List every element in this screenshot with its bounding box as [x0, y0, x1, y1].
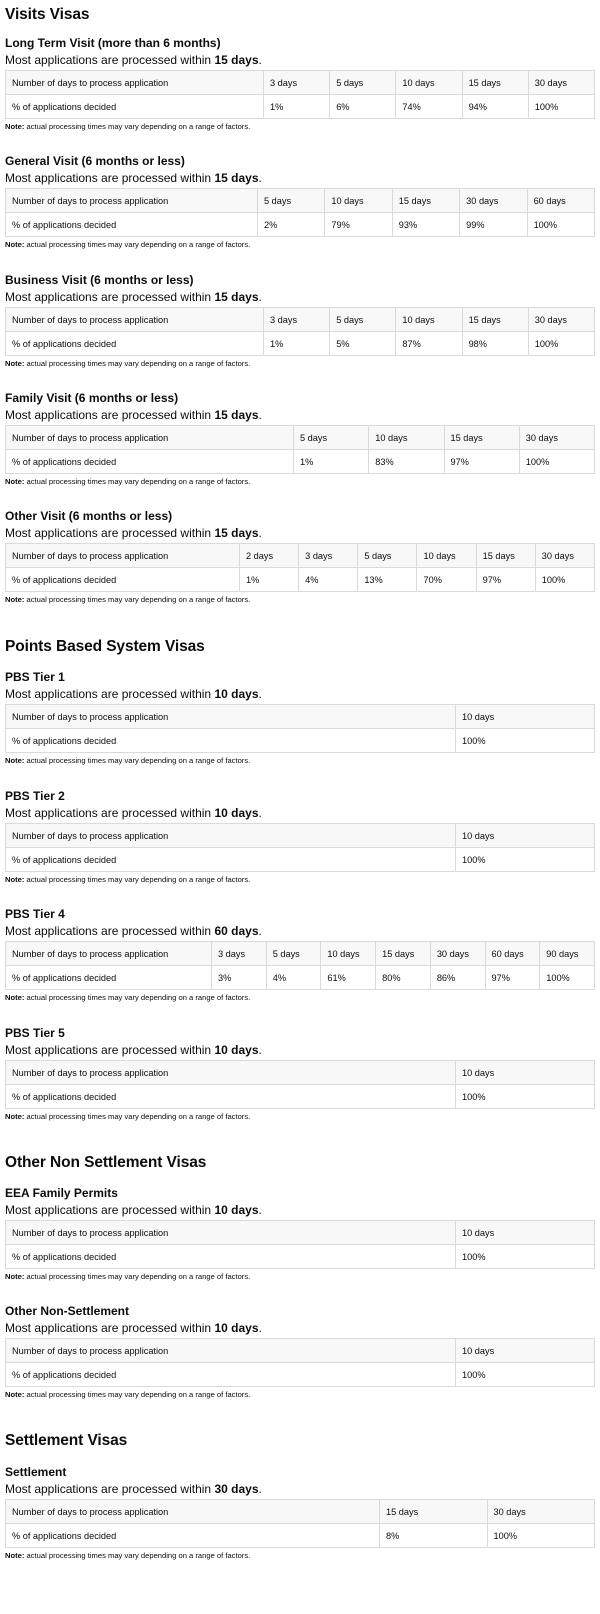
section-heading: Points Based System Visas [5, 638, 205, 655]
percent-row [6, 95, 595, 119]
days-cell: 15 days [376, 942, 431, 966]
days-cell: 30 days [519, 426, 594, 450]
days-cell: 10 days [325, 189, 392, 213]
days-cell: 15 days [462, 71, 528, 95]
summary-suffix: . [258, 1321, 262, 1335]
processing-summary [5, 171, 595, 185]
percent-cell: 6% [330, 95, 396, 119]
summary-days: 15 days [214, 171, 259, 185]
percent-cell: 99% [460, 213, 527, 237]
row-label: Number of days to process application [6, 1221, 456, 1245]
row-label: % of applications decided [6, 213, 258, 237]
summary-suffix: . [258, 53, 262, 67]
summary-suffix: . [258, 1203, 262, 1217]
processing-note [5, 595, 595, 604]
percent-cell: 1% [264, 95, 330, 119]
days-cell: 5 days [358, 544, 417, 568]
percent-row [6, 213, 595, 237]
section-heading: Visits Visas [5, 6, 90, 23]
processing-note [5, 477, 595, 486]
section-heading: Other Non Settlement Visas [5, 1154, 207, 1171]
summary-days: 60 days [214, 924, 259, 938]
row-label: % of applications decided [6, 95, 264, 119]
days-cell: 10 days [456, 824, 595, 848]
percent-cell: 2% [258, 213, 325, 237]
row-label: Number of days to process application [6, 544, 240, 568]
visa-title: PBS Tier 2 [5, 789, 65, 803]
percent-cell: 100% [456, 1245, 595, 1269]
percent-cell: 100% [528, 95, 594, 119]
days-row [6, 1500, 595, 1524]
processing-note [5, 1272, 595, 1281]
days-cell: 15 days [380, 1500, 488, 1524]
summary-prefix: Most applications are processed within [5, 408, 212, 422]
processing-note [5, 1112, 595, 1121]
days-cell: 3 days [299, 544, 358, 568]
percent-row [6, 729, 595, 753]
visa-block [5, 391, 595, 486]
percent-cell: 100% [456, 1085, 595, 1109]
section-heading: Settlement Visas [5, 1432, 128, 1449]
note-label: Note: [5, 122, 25, 131]
note-label: Note: [5, 1390, 25, 1399]
days-cell: 10 days [396, 308, 462, 332]
percent-cell: 98% [462, 332, 528, 356]
percent-row [6, 332, 595, 356]
days-row [6, 308, 595, 332]
days-cell: 3 days [264, 71, 330, 95]
percent-cell: 100% [456, 729, 595, 753]
percent-cell: 100% [528, 332, 594, 356]
percent-cell: 97% [476, 568, 535, 592]
percent-row [6, 450, 595, 474]
percent-cell: 8% [380, 1524, 488, 1548]
note-text: actual processing times may vary depending on a range of factors. [26, 993, 251, 1002]
visa-block [5, 154, 595, 249]
visa-title: PBS Tier 4 [5, 907, 65, 921]
note-text: actual processing times may vary depending on a range of factors. [26, 240, 251, 249]
summary-prefix: Most applications are processed within [5, 687, 212, 701]
summary-prefix: Most applications are processed within [5, 1321, 212, 1335]
summary-prefix: Most applications are processed within [5, 526, 212, 540]
note-text: actual processing times may vary depending on a range of factors. [26, 477, 251, 486]
note-text: actual processing times may vary depending on a range of factors. [26, 1272, 251, 1281]
summary-suffix: . [258, 408, 262, 422]
visa-title: General Visit (6 months or less) [5, 154, 185, 168]
processing-times-table [5, 70, 595, 119]
note-label: Note: [5, 993, 25, 1002]
days-cell: 15 days [392, 189, 459, 213]
days-cell: 15 days [476, 544, 535, 568]
processing-summary [5, 53, 595, 67]
days-cell: 5 days [266, 942, 321, 966]
days-row [6, 544, 595, 568]
percent-row [6, 966, 595, 990]
days-row [6, 189, 595, 213]
processing-times-table [5, 1338, 595, 1387]
visa-block [5, 1304, 595, 1399]
summary-days: 15 days [214, 408, 259, 422]
row-label: Number of days to process application [6, 1339, 456, 1363]
row-label: Number of days to process application [6, 824, 456, 848]
percent-row [6, 568, 595, 592]
note-text: actual processing times may vary depending on a range of factors. [26, 756, 251, 765]
visa-title: Family Visit (6 months or less) [5, 391, 179, 405]
summary-suffix: . [258, 290, 262, 304]
processing-times-table [5, 1499, 595, 1548]
note-label: Note: [5, 595, 25, 604]
days-cell: 90 days [540, 942, 595, 966]
summary-suffix: . [258, 171, 262, 185]
days-cell: 30 days [430, 942, 485, 966]
percent-cell: 1% [294, 450, 369, 474]
percent-row [6, 1363, 595, 1387]
row-label: % of applications decided [6, 1363, 456, 1387]
percent-cell: 97% [485, 966, 540, 990]
visa-block [5, 273, 595, 368]
summary-suffix: . [258, 687, 262, 701]
days-cell: 15 days [462, 308, 528, 332]
percent-cell: 100% [519, 450, 594, 474]
processing-summary [5, 924, 595, 938]
percent-cell: 5% [330, 332, 396, 356]
row-label: Number of days to process application [6, 942, 212, 966]
row-label: % of applications decided [6, 568, 240, 592]
summary-prefix: Most applications are processed within [5, 1043, 212, 1057]
processing-summary [5, 290, 595, 304]
processing-times-table [5, 425, 595, 474]
days-cell: 60 days [485, 942, 540, 966]
days-cell: 2 days [240, 544, 299, 568]
processing-summary [5, 1203, 595, 1217]
days-cell: 5 days [294, 426, 369, 450]
percent-cell: 79% [325, 213, 392, 237]
summary-prefix: Most applications are processed within [5, 924, 212, 938]
processing-note [5, 875, 595, 884]
days-cell: 10 days [456, 1061, 595, 1085]
percent-cell: 70% [417, 568, 476, 592]
visa-block [5, 1186, 595, 1281]
summary-days: 15 days [214, 526, 259, 540]
percent-cell: 100% [540, 966, 595, 990]
processing-times-table [5, 704, 595, 753]
visa-title: EEA Family Permits [5, 1186, 118, 1200]
percent-cell: 1% [240, 568, 299, 592]
visa-title: PBS Tier 5 [5, 1026, 65, 1040]
percent-cell: 80% [376, 966, 431, 990]
days-cell: 10 days [456, 705, 595, 729]
days-row [6, 1061, 595, 1085]
processing-note [5, 993, 595, 1002]
percent-row [6, 1245, 595, 1269]
processing-note [5, 359, 595, 368]
summary-suffix: . [258, 1482, 262, 1496]
note-label: Note: [5, 1112, 25, 1121]
visa-title: Long Term Visit (more than 6 months) [5, 36, 221, 50]
processing-summary [5, 1043, 595, 1057]
days-cell: 60 days [527, 189, 594, 213]
percent-cell: 61% [321, 966, 376, 990]
days-cell: 3 days [264, 308, 330, 332]
days-row [6, 426, 595, 450]
summary-suffix: . [258, 806, 262, 820]
note-label: Note: [5, 756, 25, 765]
processing-times-table [5, 307, 595, 356]
visa-block [5, 36, 595, 131]
days-cell: 30 days [487, 1500, 595, 1524]
note-label: Note: [5, 875, 25, 884]
processing-times-table [5, 1220, 595, 1269]
percent-cell: 4% [266, 966, 321, 990]
processing-note [5, 240, 595, 249]
summary-prefix: Most applications are processed within [5, 1482, 212, 1496]
percent-cell: 87% [396, 332, 462, 356]
percent-cell: 94% [462, 95, 528, 119]
note-label: Note: [5, 1272, 25, 1281]
row-label: % of applications decided [6, 450, 294, 474]
summary-days: 30 days [214, 1482, 259, 1496]
days-cell: 30 days [528, 308, 594, 332]
note-text: actual processing times may vary depending on a range of factors. [26, 1112, 251, 1121]
days-cell: 15 days [444, 426, 519, 450]
visa-block [5, 789, 595, 884]
days-row [6, 942, 595, 966]
processing-note [5, 1390, 595, 1399]
days-row [6, 1339, 595, 1363]
row-label: % of applications decided [6, 729, 456, 753]
summary-suffix: . [258, 526, 262, 540]
summary-suffix: . [258, 924, 262, 938]
visa-title: PBS Tier 1 [5, 670, 65, 684]
percent-cell: 13% [358, 568, 417, 592]
summary-days: 10 days [214, 806, 259, 820]
summary-prefix: Most applications are processed within [5, 53, 212, 67]
processing-times-table [5, 1060, 595, 1109]
percent-cell: 100% [456, 848, 595, 872]
processing-times-table [5, 543, 595, 592]
days-cell: 5 days [258, 189, 325, 213]
row-label: Number of days to process application [6, 705, 456, 729]
note-text: actual processing times may vary depending on a range of factors. [26, 359, 251, 368]
percent-row [6, 1524, 595, 1548]
days-row [6, 71, 595, 95]
note-text: actual processing times may vary depending on a range of factors. [26, 122, 251, 131]
days-row [6, 705, 595, 729]
note-text: actual processing times may vary depending on a range of factors. [26, 1390, 251, 1399]
note-text: actual processing times may vary depending on a range of factors. [26, 1551, 251, 1560]
days-cell: 10 days [456, 1339, 595, 1363]
days-cell: 10 days [369, 426, 444, 450]
visa-block [5, 1026, 595, 1121]
processing-note [5, 122, 595, 131]
days-cell: 5 days [330, 308, 396, 332]
summary-days: 15 days [214, 290, 259, 304]
summary-days: 15 days [214, 53, 259, 67]
row-label: Number of days to process application [6, 308, 264, 332]
note-text: actual processing times may vary depending on a range of factors. [26, 875, 251, 884]
row-label: % of applications decided [6, 332, 264, 356]
days-row [6, 1221, 595, 1245]
summary-days: 10 days [214, 1203, 259, 1217]
percent-cell: 1% [264, 332, 330, 356]
note-label: Note: [5, 1551, 25, 1560]
days-cell: 10 days [396, 71, 462, 95]
visa-block [5, 670, 595, 765]
summary-prefix: Most applications are processed within [5, 806, 212, 820]
summary-suffix: . [258, 1043, 262, 1057]
row-label: Number of days to process application [6, 71, 264, 95]
visa-title: Settlement [5, 1465, 67, 1479]
visa-block [5, 1465, 595, 1560]
percent-row [6, 1085, 595, 1109]
days-cell: 30 days [528, 71, 594, 95]
summary-days: 10 days [214, 1321, 259, 1335]
percent-cell: 83% [369, 450, 444, 474]
row-label: Number of days to process application [6, 426, 294, 450]
row-label: % of applications decided [6, 966, 212, 990]
percent-cell: 100% [456, 1363, 595, 1387]
processing-times-table [5, 823, 595, 872]
days-cell: 10 days [417, 544, 476, 568]
processing-times-table [5, 941, 595, 990]
row-label: Number of days to process application [6, 1061, 456, 1085]
processing-summary [5, 408, 595, 422]
percent-row [6, 848, 595, 872]
percent-cell: 100% [535, 568, 594, 592]
percent-cell: 3% [212, 966, 267, 990]
days-cell: 30 days [535, 544, 594, 568]
percent-cell: 100% [487, 1524, 595, 1548]
visa-title: Business Visit (6 months or less) [5, 273, 194, 287]
visa-block [5, 907, 595, 1002]
days-cell: 5 days [330, 71, 396, 95]
summary-days: 10 days [214, 1043, 259, 1057]
summary-prefix: Most applications are processed within [5, 171, 212, 185]
processing-summary [5, 1321, 595, 1335]
processing-summary [5, 687, 595, 701]
visa-title: Other Non-Settlement [5, 1304, 130, 1318]
note-text: actual processing times may vary depending on a range of factors. [26, 595, 251, 604]
row-label: Number of days to process application [6, 189, 258, 213]
row-label: % of applications decided [6, 1085, 456, 1109]
row-label: Number of days to process application [6, 1500, 380, 1524]
row-label: % of applications decided [6, 1524, 380, 1548]
note-label: Note: [5, 477, 25, 486]
processing-times-table [5, 188, 595, 237]
note-label: Note: [5, 240, 25, 249]
days-cell: 10 days [456, 1221, 595, 1245]
summary-prefix: Most applications are processed within [5, 1203, 212, 1217]
visa-title: Other Visit (6 months or less) [5, 509, 173, 523]
row-label: % of applications decided [6, 848, 456, 872]
percent-cell: 86% [430, 966, 485, 990]
days-cell: 30 days [460, 189, 527, 213]
days-cell: 10 days [321, 942, 376, 966]
processing-summary [5, 806, 595, 820]
summary-prefix: Most applications are processed within [5, 290, 212, 304]
processing-note [5, 756, 595, 765]
percent-cell: 100% [527, 213, 594, 237]
percent-cell: 97% [444, 450, 519, 474]
visa-block [5, 509, 595, 604]
percent-cell: 93% [392, 213, 459, 237]
processing-summary [5, 1482, 595, 1496]
percent-cell: 4% [299, 568, 358, 592]
days-cell: 3 days [212, 942, 267, 966]
note-label: Note: [5, 359, 25, 368]
summary-days: 10 days [214, 687, 259, 701]
processing-summary [5, 526, 595, 540]
row-label: % of applications decided [6, 1245, 456, 1269]
days-row [6, 824, 595, 848]
percent-cell: 74% [396, 95, 462, 119]
processing-note [5, 1551, 595, 1560]
